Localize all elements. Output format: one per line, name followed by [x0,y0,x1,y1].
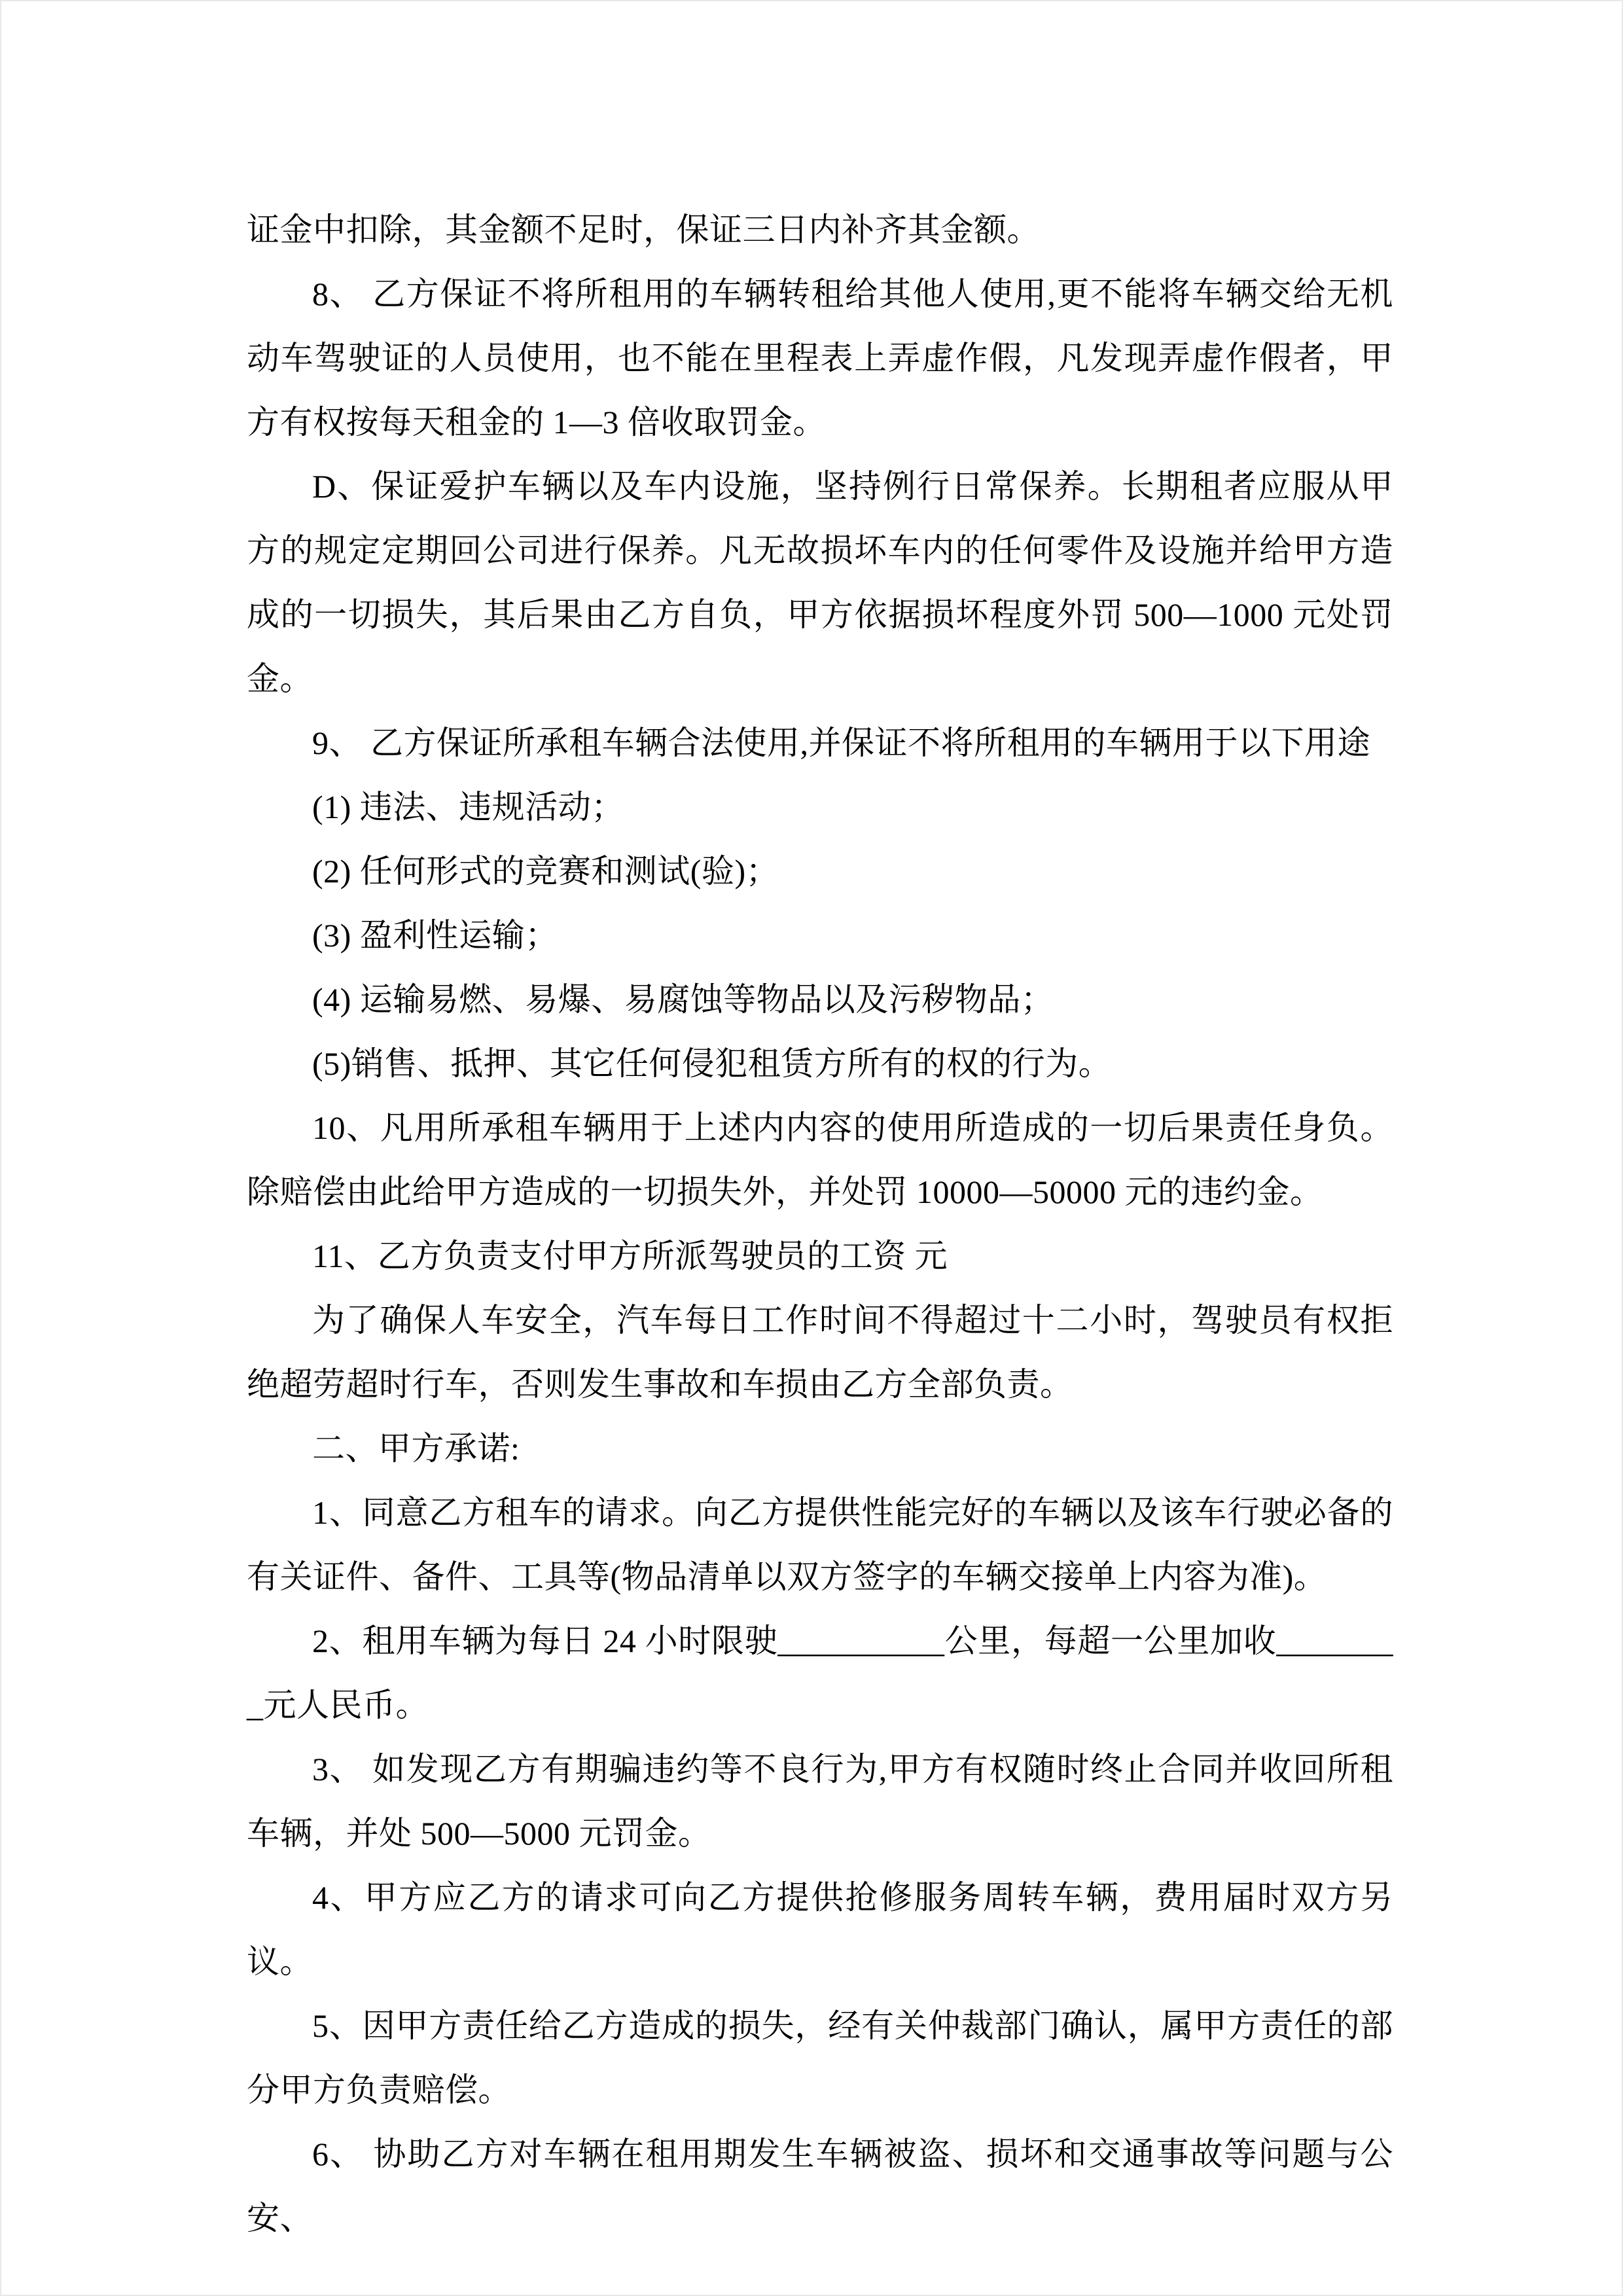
paragraph: (4) 运输易燃、易爆、易腐蚀等物品以及污秽物品； [312,981,1054,1018]
paragraph: (2) 任何形式的竞赛和测试(验)； [312,853,779,889]
paragraph: (3) 盈利性运输； [312,917,558,954]
paragraph: 为了确保人车安全，汽车每日工作时间不得超过十二小时，驾驶员有权拒绝超劳超时行车，否则发生事故和车损由乙方全部负责。 [247,1302,1393,1403]
paragraph: 9、 乙方保证所承租车辆合法使用,并保证不将所租用的车辆用于以下用途 [312,725,1370,761]
paragraph: 二、甲方承诺: [312,1430,520,1467]
paragraph: 6、 协助乙方对车辆在租用期发生车辆被盗、损坏和交通事故等问题与公安、 [247,2136,1393,2236]
paragraph: (5)销售、抵押、其它任何侵犯租赁方所有的权的行为。 [312,1045,1112,1082]
paragraph: 2、租用车辆为每日 24 小时限驶__________公里，每超一公里加收________元人民币。 [247,1623,1393,1723]
paragraph: 4、甲方应乙方的请求可向乙方提供抢修服务周转车辆，费用届时双方另议。 [247,1879,1393,1980]
paragraph: 11、乙方负责支付甲方所派驾驶员的工资 元 [312,1238,948,1274]
paragraph: 1、同意乙方租车的请求。向乙方提供性能完好的车辆以及该车行驶必备的有关证件、备件、工具等(物品清单以双方签字的车辆交接单上内容为准)。 [247,1494,1393,1595]
document-content [247,198,1393,2250]
paragraph: 10、凡用所承租车辆用于上述内内容的使用所造成的一切后果责任身负。除赔偿由此给甲方造成的一切损失外，并处罚 10000—50000 元的违约金。 [247,1109,1393,1210]
paragraph: 证金中扣除，其金额不足时，保证三日内补齐其金额。 [247,211,1040,248]
paragraph: D、保证爱护车辆以及车内设施，坚持例行日常保养。长期租者应服从甲方的规定定期回公司进行保养。凡无故损坏车内的任何零件及设施并给甲方造成的一切损失，其后果由乙方自负，甲方依据损坏程度外罚 500—1000 元处罚金。 [247,468,1393,697]
paragraph: 5、因甲方责任给乙方造成的损失，经有关仲裁部门确认，属甲方责任的部分甲方负责赔偿。 [247,2007,1393,2108]
paragraph: 3、 如发现乙方有期骗违约等不良行为,甲方有权随时终止合同并收回所租车辆，并处 500—5000 元罚金。 [247,1751,1393,1852]
paragraph: (1) 违法、违规活动； [312,789,624,825]
paragraph: 8、 乙方保证不将所租用的车辆转租给其他人使用,更不能将车辆交给无机动车驾驶证的人员使用，也不能在里程表上弄虚作假，凡发现弄虚作假者，甲方有权按每天租金的 1—3 倍收取罚金。 [247,276,1393,440]
